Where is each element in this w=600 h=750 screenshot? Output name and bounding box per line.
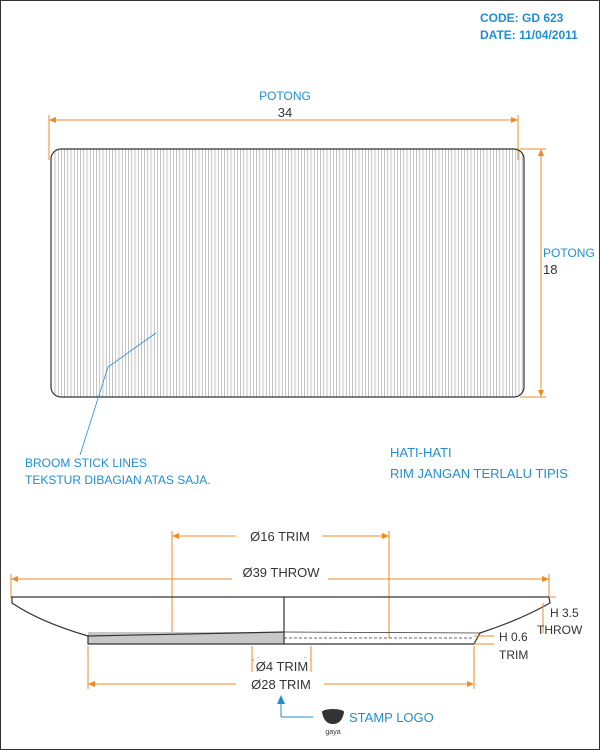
stamp-logo-label: STAMP LOGO [349, 710, 434, 725]
gaya-logo-icon [322, 709, 344, 736]
date-label: DATE: 11/04/2011 [480, 28, 578, 42]
texture-note-line2: TEKSTUR DIBAGIAN ATAS SAJA. [25, 473, 211, 487]
stamp-brand: gaya [325, 729, 341, 736]
width-dim-value: 34 [277, 105, 293, 120]
height-dim-value: 18 [543, 262, 558, 277]
code-label: CODE: GD 623 [480, 11, 564, 25]
height-throw-value: H 3.5 [550, 606, 579, 620]
broom-stick-texture [55, 149, 522, 397]
plate-top-view [51, 149, 524, 397]
inner-trim-label: Ø4 TRIM [255, 659, 309, 674]
height-throw-label: THROW [537, 623, 583, 637]
warning-line1: HATI-HATI [390, 445, 452, 460]
stamp-pointer-arrow [277, 695, 313, 717]
foot-trim-label: Ø28 TRIM [251, 677, 311, 692]
plate-cross-section [12, 597, 550, 644]
top-trim-dimension [172, 531, 389, 642]
texture-note-line1: BROOM STICK LINES [25, 456, 148, 470]
width-dimension-line [49, 115, 518, 160]
top-trim-label: Ø16 TRIM [250, 529, 310, 544]
width-dim-label: POTONG [259, 89, 311, 103]
throw-diameter-label: Ø39 THROW [242, 565, 320, 580]
height-trim-dimension [474, 636, 494, 644]
height-dim-label: POTONG [543, 246, 595, 260]
warning-line2: RIM JANGAN TERLALU TIPIS [390, 466, 568, 481]
height-trim-value: H 0.6 [499, 630, 528, 644]
height-trim-label: TRIM [499, 648, 529, 662]
